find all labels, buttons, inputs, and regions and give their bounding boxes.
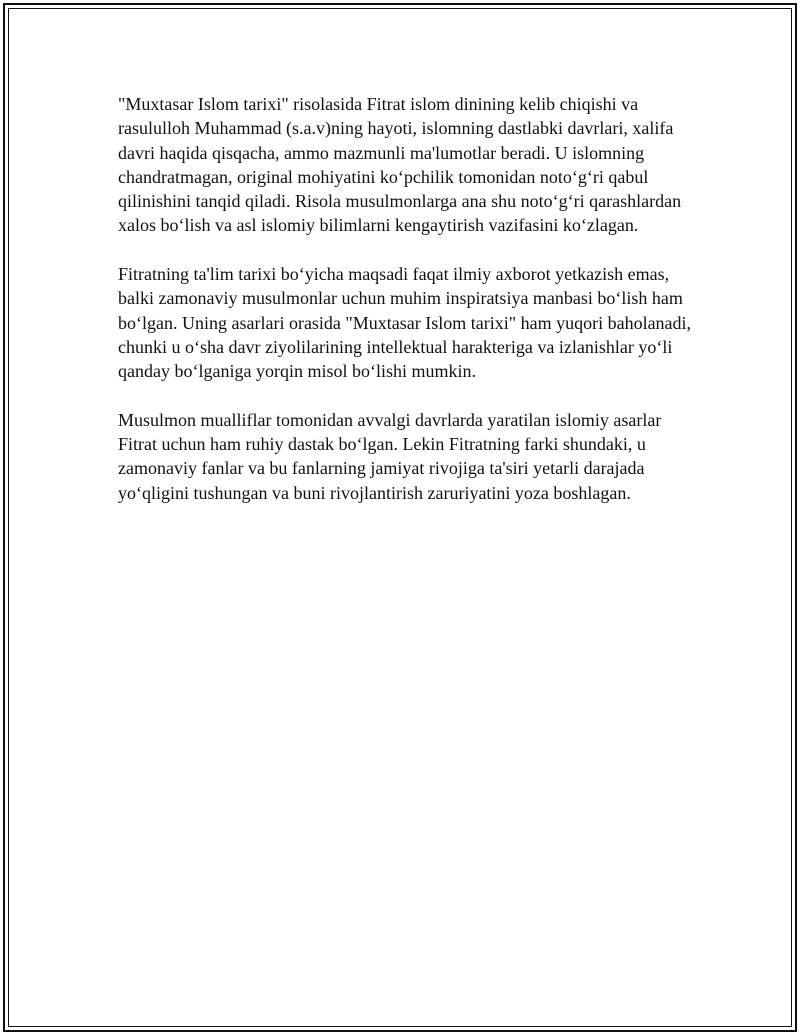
document-body [118,92,698,529]
paragraph-3: Musulmon mualliflar tomonidan avvalgi davrlarda yaratilan islomiy asarlar Fitrat uchun ham ruhiy dastak bo‘lgan. Lekin Fitratning farki shundaki, u zamonaviy fanlar va bu fanlarning jamiyat rivojiga ta'siri yetarli darajada yo‘qligini tushungan va buni rivojlantirish zaruriyatini yoza boshlagan. [118,409,662,503]
paragraph-1: "Muxtasar Islom tarixi" risolasida Fitrat islom dinining kelib chiqishi va rasululloh Muhammad (s.a.v)ning hayoti, islomning dastlabki davrlari, xalifa davri haqida qisqacha, ammo mazmunli ma'lumotlar beradi. U islomning chandratmagan, original mohiyatini ko‘pchilik tomonidan noto‘g‘ri qabul qilinishini tanqid qiladi. Risola musulmonlarga ana shu noto‘g‘ri qarashlardan xalos bo‘lish va asl islomiy bilimlarni kengaytirish vazifasini ko‘zlagan. [118,94,682,236]
paragraph-2: Fitratning ta'lim tarixi bo‘yicha maqsadi faqat ilmiy axborot yetkazish emas, balki zamonaviy musulmonlar uchun muhim inspiratsiya manbasi bo‘lish ham bo‘lgan. Uning asarlari orasida "Muxtasar Islom tarixi" ham yuqori baholanadi, chunki u o‘sha davr ziyolilarining intellektual harakteriga va izlanishlar yo‘li qanday bo‘lganiga yorqin misol bo‘lishi mumkin. [118,264,692,382]
